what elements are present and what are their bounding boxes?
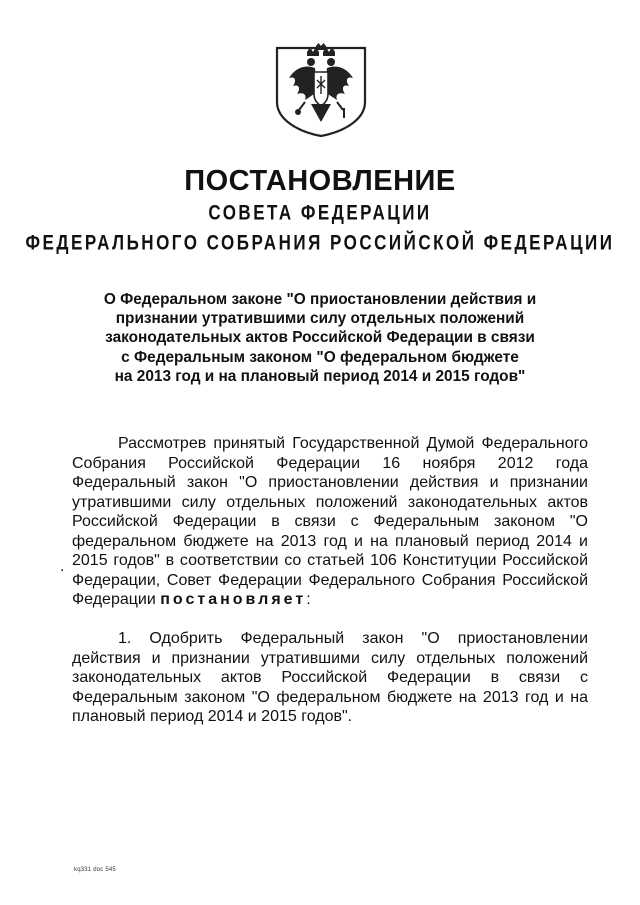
decree-word: постановляет	[160, 591, 307, 608]
document-subject	[0, 290, 640, 386]
subject-line: О Федеральном законе "О приостановлении действия и	[103, 291, 537, 308]
document-subtitle-line2: ФЕДЕРАЛЬНОГО СОБРАНИЯ РОССИЙСКОЙ ФЕДЕРАЦИИ	[25, 230, 615, 255]
document-title: ПОСТАНОВЛЕНИЕ	[184, 165, 456, 197]
paragraph-2-text: 1. Одобрить Федеральный закон "О приостановлении действия и признании утратившими силу отдельных положений законодательных актов Российской Федерации в связи с Федеральным законом "О федеральном бюджете на 2013 год и на плановый период 2014 и 2015 годов".	[72, 630, 588, 725]
subject-line: законодательных актов Российской Федерации в связи	[105, 329, 535, 347]
margin-mark: .	[60, 558, 65, 575]
subject-line: на 2013 год и на плановый период 2014 и 2015 годов"	[114, 367, 526, 385]
subject-line: признании утратившими силу отдельных положений	[115, 310, 525, 328]
subject-line: с Федеральным законом "О федеральном бюджете	[121, 348, 519, 366]
body-paragraph-1	[72, 434, 588, 610]
document-subtitle-line1: СОВЕТА ФЕДЕРАЦИИ	[208, 200, 432, 225]
paragraph-1-text: Рассмотрев принятый Государственной Думой Федерального Собрания Российской Федерации 16 ноября 2012 года Федеральный закон "О приостановлении действия и признании утратившими силу отдельных положений законодательных актов Российской Федерации в связи с Федеральным законом "О федеральном бюджете на 2013 год и на плановый период 2014 и 2015 годов" в соответствии со статьей 106 Конституции Российской Федерации, Совет Федерации Федерального Собрания Российской Федерации	[72, 435, 588, 608]
decree-colon: :	[306, 591, 311, 608]
footer-doc-code: kq331 doc 545	[74, 867, 116, 873]
body-paragraph-2	[72, 629, 588, 727]
coat-of-arms-icon	[271, 42, 371, 138]
